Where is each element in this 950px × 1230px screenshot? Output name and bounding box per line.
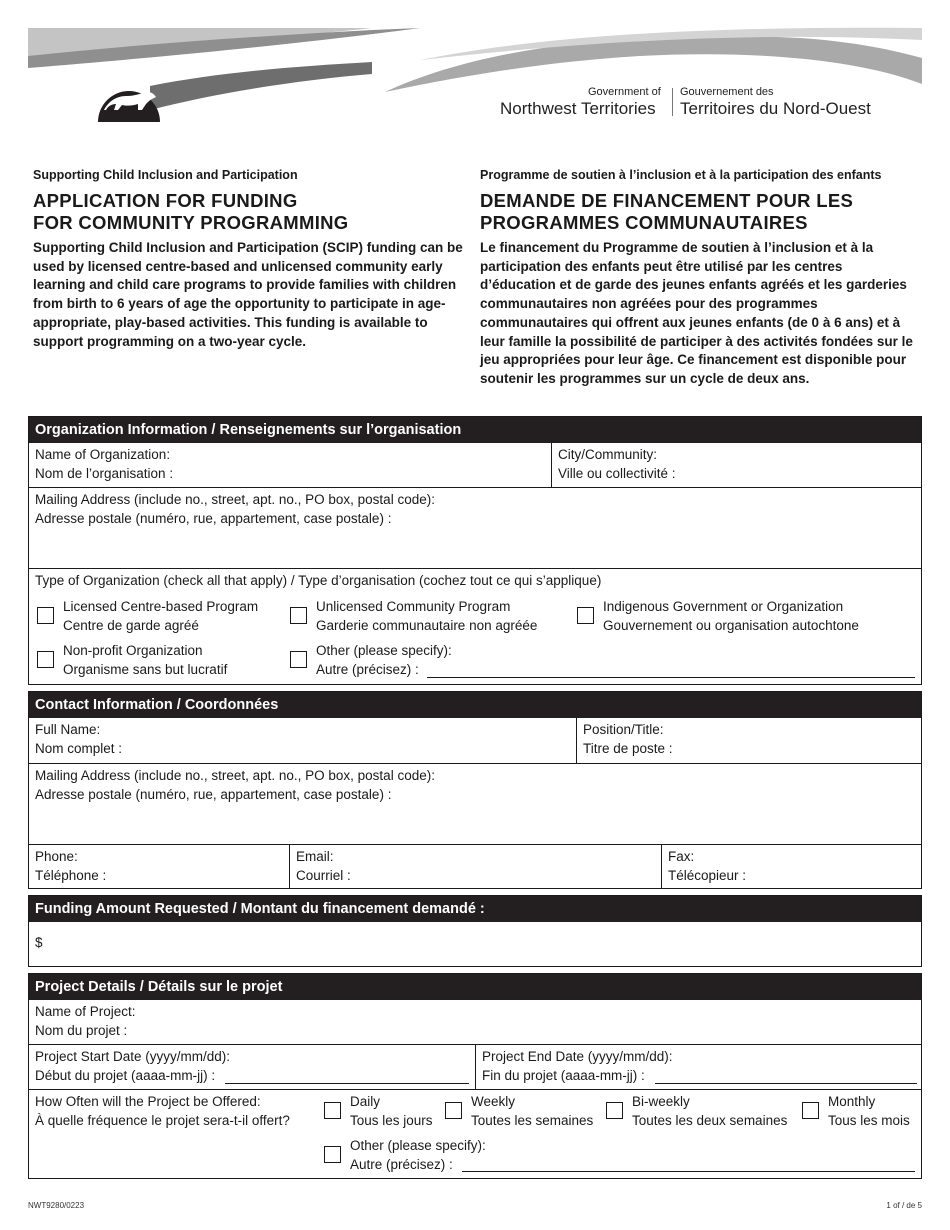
org-type-option-licensed[interactable]: [37, 598, 258, 635]
frequency-label-en: How Often will the Project be Offered:: [35, 1094, 261, 1109]
contact-name-field[interactable]: [29, 718, 576, 763]
project-name-label-fr: Nom du projet :: [35, 1022, 128, 1038]
contact-fax-field[interactable]: [661, 845, 921, 888]
org-address-label-fr: Adresse postale (numéro, rue, appartement, case postale) :: [35, 510, 392, 526]
other-org-label-fr: Autre (précisez) :: [316, 661, 419, 677]
header-divider: [672, 88, 673, 116]
intro-english: [33, 168, 463, 351]
start-date-line[interactable]: [225, 1083, 469, 1084]
contact-heading: Contact Information / Coordonnées: [29, 692, 921, 718]
monthly-label-en: Monthly: [828, 1094, 876, 1109]
project-name-field[interactable]: [29, 1000, 921, 1044]
unlicensed-label-en: Unlicensed Community Program: [316, 599, 511, 614]
contact-address-label-en: Mailing Address (include no., street, apt. no., PO box, postal code):: [35, 768, 435, 783]
biweekly-label-en: Bi-weekly: [632, 1094, 690, 1109]
contact-email-field[interactable]: [289, 845, 661, 888]
fax-label-fr: Télécopieur :: [668, 867, 747, 883]
intro-french: [480, 168, 920, 389]
project-section: [28, 973, 922, 1179]
program-name-en: Supporting Child Inclusion and Participation: [33, 168, 298, 182]
contact-name-label-fr: Nom complet :: [35, 740, 123, 756]
unlicensed-checkbox[interactable]: [290, 607, 307, 624]
contact-position-label-fr: Titre de poste :: [583, 740, 673, 756]
page-number: 1 of / de 5: [886, 1201, 922, 1210]
title-line2-en: FOR COMMUNITY PROGRAMMING: [33, 212, 349, 233]
intro-body-fr: Le financement du Programme de soutien à l’inclusion et à la participation des enfants peut être utilisé par les centres d’éducation et de garde des jeunes enfants agréés et les garderies communautaires non agréées pour des programmes communautaires qui offrent aux jeunes enfants (de 0 à 6 ans) et à leur famille la possibilité de participer à des activités fondées sur le jeu appropriées pour leur âge. Ce financement est disponible pour soutenir les programmes sur un cycle de deux ans.: [480, 240, 913, 386]
other-org-specify-line[interactable]: [427, 677, 915, 678]
other-frequency-label-fr: Autre (précisez) :: [350, 1156, 453, 1172]
monthly-label-fr: Tous les mois: [828, 1112, 910, 1128]
fax-label-en: Fax:: [668, 849, 695, 864]
intro-body-en: Supporting Child Inclusion and Participation (SCIP) funding can be used by licensed centre-based and unlicensed community early learning and child care programs to provide families with children from birth to 6 years of age the opportunity to participate in age-appropriate, play-based activities. This funding is available to support programming on a two-year cycle.: [33, 240, 463, 349]
frequency-option-other[interactable]: [324, 1137, 486, 1174]
daily-checkbox[interactable]: [324, 1102, 341, 1119]
funding-amount-field[interactable]: [29, 931, 921, 956]
start-date-label-fr: Début du projet (aaaa-mm-jj) :: [35, 1067, 216, 1083]
daily-label-fr: Tous les jours: [350, 1112, 433, 1128]
nonprofit-label-fr: Organisme sans but lucratif: [63, 661, 228, 677]
org-name-field[interactable]: [29, 443, 551, 487]
indigenous-label-en: Indigenous Government or Organization: [603, 599, 844, 614]
monthly-checkbox[interactable]: [802, 1102, 819, 1119]
contact-position-label-en: Position/Title:: [583, 722, 664, 737]
organization-section: [28, 416, 922, 685]
biweekly-checkbox[interactable]: [606, 1102, 623, 1119]
org-name-label-fr: Nom de l’organisation :: [35, 465, 174, 481]
phone-label-fr: Téléphone :: [35, 867, 107, 883]
contact-name-label-en: Full Name:: [35, 722, 101, 737]
org-city-label-fr: Ville ou collectivité :: [558, 465, 676, 481]
polar-bear-logo: [96, 66, 162, 122]
contact-section: [28, 691, 922, 889]
other-frequency-label-en: Other (please specify):: [350, 1138, 486, 1153]
organization-heading: Organization Information / Renseignements sur l’organisation: [29, 417, 921, 443]
other-frequency-checkbox[interactable]: [324, 1146, 341, 1163]
org-type-option-indigenous[interactable]: [577, 598, 859, 635]
nonprofit-checkbox[interactable]: [37, 651, 54, 668]
contact-position-field[interactable]: [576, 718, 921, 763]
title-line2-fr: PROGRAMMES COMMUNAUTAIRES: [480, 212, 808, 233]
gov-en-small: Government of: [588, 86, 661, 98]
weekly-label-en: Weekly: [471, 1094, 516, 1109]
contact-address-field[interactable]: [29, 764, 921, 844]
project-name-label-en: Name of Project:: [35, 1004, 136, 1019]
title-line1-en: APPLICATION FOR FUNDING: [33, 190, 298, 211]
biweekly-label-fr: Toutes les deux semaines: [632, 1112, 788, 1128]
phone-label-en: Phone:: [35, 849, 78, 864]
org-city-field[interactable]: [551, 443, 921, 487]
frequency-option-monthly[interactable]: [802, 1093, 910, 1130]
org-name-label-en: Name of Organization:: [35, 447, 171, 462]
email-label-en: Email:: [296, 849, 334, 864]
email-label-fr: Courriel :: [296, 867, 351, 883]
nonprofit-label-en: Non-profit Organization: [63, 643, 203, 658]
org-type-option-unlicensed[interactable]: [290, 598, 537, 635]
end-date-label-en: Project End Date (yyyy/mm/dd):: [482, 1049, 673, 1064]
contact-phone-field[interactable]: [29, 845, 289, 888]
indigenous-checkbox[interactable]: [577, 607, 594, 624]
other-org-checkbox[interactable]: [290, 651, 307, 668]
gov-en-name: Northwest Territories: [500, 99, 656, 118]
weekly-label-fr: Toutes les semaines: [471, 1112, 594, 1128]
org-city-label-en: City/Community:: [558, 447, 658, 462]
gov-fr-name: Territoires du Nord-Ouest: [680, 99, 871, 118]
end-date-label-fr: Fin du projet (aaaa-mm-jj) :: [482, 1067, 645, 1083]
licensed-label-fr: Centre de garde agréé: [63, 617, 199, 633]
licensed-label-en: Licensed Centre-based Program: [63, 599, 259, 614]
org-type-label: Type of Organization (check all that apply) / Type d’organisation (cochez tout ce qui s’applique): [35, 573, 602, 588]
funding-section: [28, 895, 922, 967]
title-line1-fr: DEMANDE DE FINANCEMENT POUR LES: [480, 190, 854, 211]
licensed-checkbox[interactable]: [37, 607, 54, 624]
unlicensed-label-fr: Garderie communautaire non agréée: [316, 617, 538, 633]
org-address-label-en: Mailing Address (include no., street, apt. no., PO box, postal code):: [35, 492, 435, 507]
gov-fr-small: Gouvernement des: [680, 86, 774, 98]
frequency-option-weekly[interactable]: [445, 1093, 593, 1130]
indigenous-label-fr: Gouvernement ou organisation autochtone: [603, 617, 859, 633]
project-heading: Project Details / Détails sur le projet: [29, 974, 921, 1000]
daily-label-en: Daily: [350, 1094, 381, 1109]
frequency-option-biweekly[interactable]: [606, 1093, 787, 1130]
end-date-line[interactable]: [655, 1083, 917, 1084]
start-date-label-en: Project Start Date (yyyy/mm/dd):: [35, 1049, 231, 1064]
other-frequency-specify-line[interactable]: [462, 1171, 915, 1172]
form-title-fr: [480, 190, 920, 234]
frequency-option-daily[interactable]: [324, 1093, 433, 1130]
funding-heading: Funding Amount Requested / Montant du financement demandé :: [29, 896, 921, 922]
form-code: NWT9280/0223: [28, 1201, 85, 1210]
other-org-label-en: Other (please specify):: [316, 643, 452, 658]
currency-symbol: $: [35, 935, 43, 951]
org-address-field[interactable]: [29, 488, 921, 568]
contact-address-label-fr: Adresse postale (numéro, rue, appartement, case postale) :: [35, 786, 392, 802]
org-type-option-nonprofit[interactable]: [37, 642, 227, 679]
frequency-label-fr: À quelle fréquence le projet sera-t-il offert?: [35, 1112, 290, 1128]
program-name-fr: Programme de soutien à l’inclusion et à la participation des enfants: [480, 168, 882, 182]
weekly-checkbox[interactable]: [445, 1102, 462, 1119]
form-title-en: [33, 190, 463, 234]
org-type-option-other[interactable]: [290, 642, 452, 679]
